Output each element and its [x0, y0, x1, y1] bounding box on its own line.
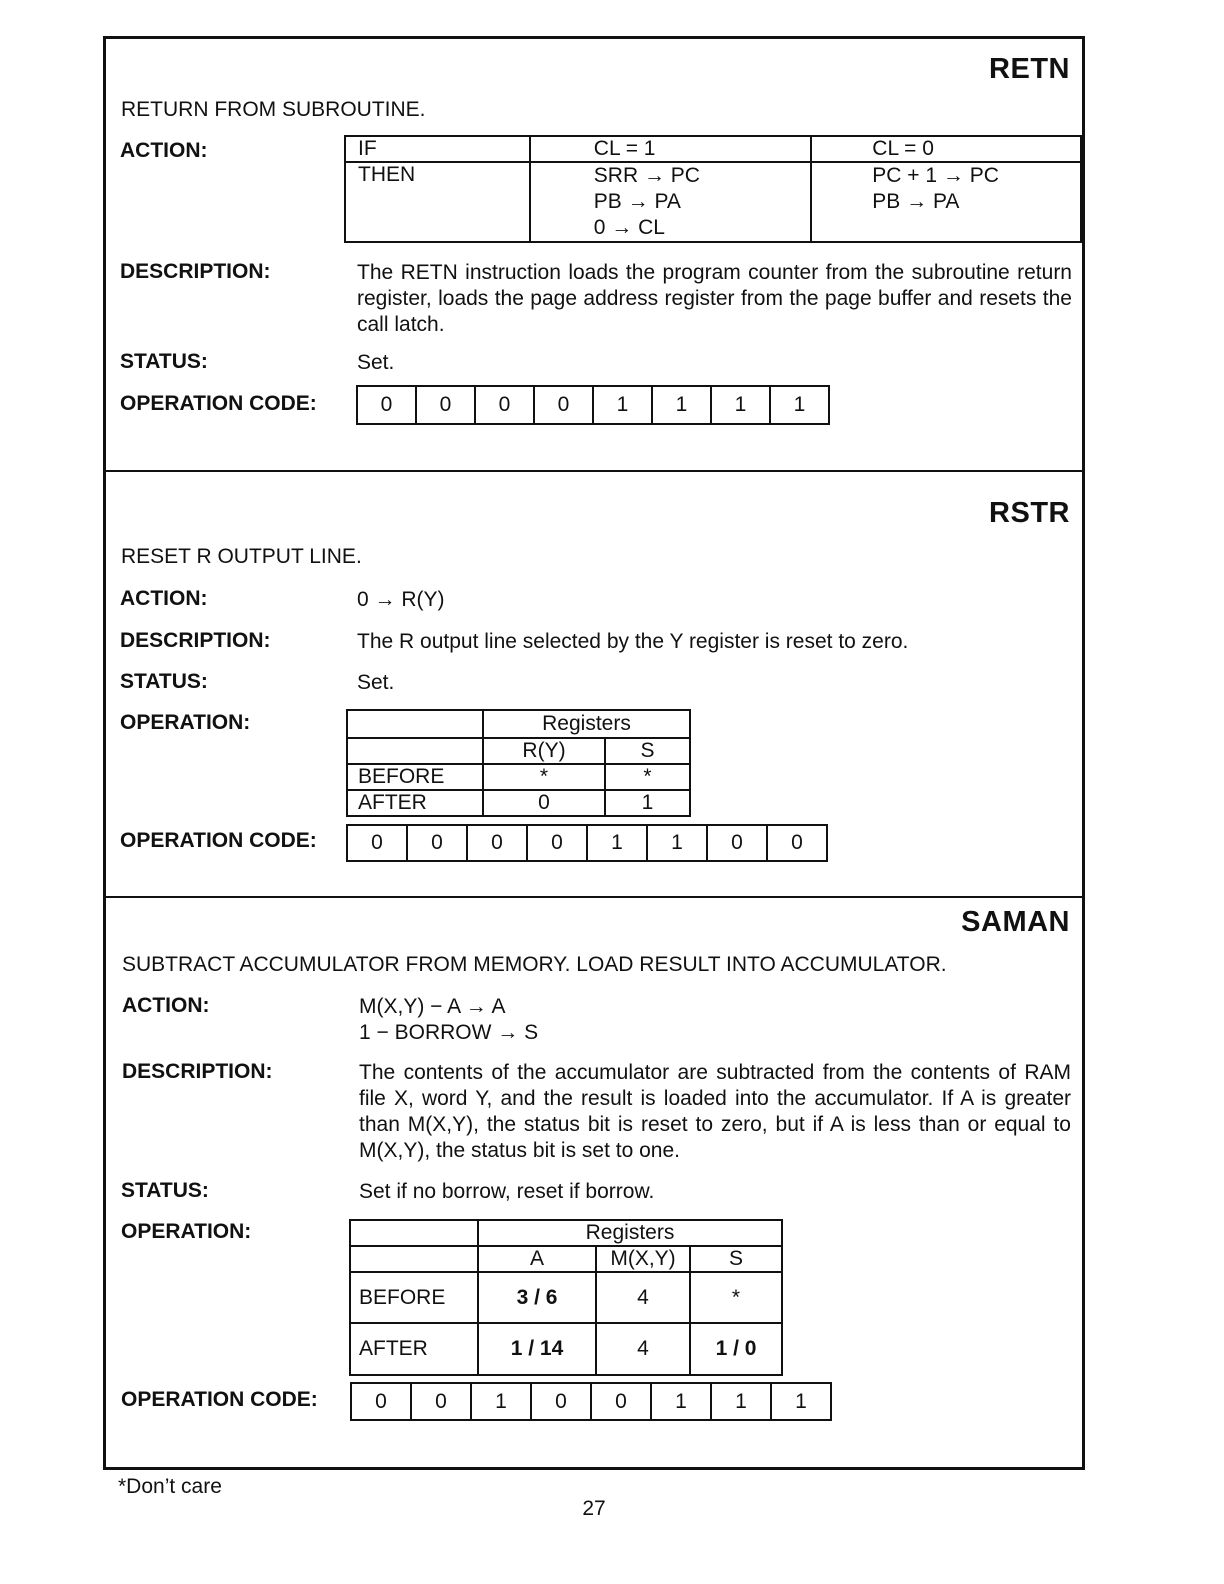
- saman-opcode: [350, 1382, 832, 1421]
- opcode-bit: 0: [474, 387, 533, 423]
- rstr-description-label: DESCRIPTION:: [120, 629, 271, 652]
- opcode-bit: 0: [410, 1384, 470, 1419]
- opcode-bit: 0: [466, 826, 526, 860]
- retn-section: [106, 39, 1082, 472]
- opcode-bit: 1: [586, 826, 646, 860]
- opcode-bit: 0: [380, 393, 393, 416]
- rstr-registers-header: Registers: [483, 710, 690, 738]
- rstr-col-header: R(Y): [483, 738, 605, 764]
- retn-col1-line: PB → PA: [593, 190, 681, 213]
- retn-col1-actions: [530, 162, 811, 242]
- rstr-opcode-label: OPERATION CODE:: [120, 829, 317, 852]
- saman-operation-label: OPERATION:: [121, 1220, 252, 1243]
- retn-col2-condition: CL = 0: [811, 136, 1081, 162]
- rstr-cell: *: [483, 764, 605, 790]
- retn-status-label: STATUS:: [120, 350, 208, 373]
- retn-action-table: [344, 135, 1082, 243]
- opcode-bit: 0: [375, 1389, 387, 1413]
- saman-status-label: STATUS:: [121, 1179, 209, 1202]
- retn-col2-line: PC + 1 → PC: [872, 164, 999, 187]
- saman-action-line: 1 − BORROW → S: [359, 1021, 539, 1044]
- instruction-page-frame: [103, 36, 1085, 1470]
- saman-action-line: M(X,Y) − A → A: [359, 995, 506, 1018]
- saman-row-label: AFTER: [350, 1323, 478, 1375]
- rstr-cell: 1: [605, 790, 690, 816]
- rstr-section: [106, 472, 1082, 898]
- opcode-bit: 0: [766, 826, 826, 860]
- saman-col-header: M(X,Y): [596, 1246, 690, 1272]
- saman-cell: *: [690, 1272, 782, 1323]
- saman-cell: 3 / 6: [478, 1272, 596, 1323]
- opcode-bit: 0: [406, 826, 466, 860]
- saman-mnemonic: SAMAN: [961, 906, 1070, 938]
- opcode-bit: 0: [530, 1384, 590, 1419]
- rstr-col-header: S: [605, 738, 690, 764]
- opcode-bit: 1: [470, 1384, 530, 1419]
- rstr-status: Set.: [357, 671, 395, 694]
- retn-action-label: ACTION:: [120, 139, 208, 162]
- saman-cell: 4: [596, 1272, 690, 1323]
- opcode-bit: 1: [710, 1384, 770, 1419]
- saman-col-header: S: [690, 1246, 782, 1272]
- retn-description: The RETN instruction loads the program counter from the subroutine return register, loads the page address register from the page buffer and resets the call latch.: [357, 261, 1072, 336]
- retn-description-label: DESCRIPTION:: [120, 260, 271, 283]
- saman-opcode-label: OPERATION CODE:: [121, 1388, 318, 1411]
- rstr-mnemonic: RSTR: [989, 497, 1070, 529]
- saman-operation-table: [349, 1219, 783, 1376]
- rstr-opcode: [346, 824, 828, 862]
- saman-cell: 1 / 0: [690, 1323, 782, 1375]
- rstr-cell: 0: [483, 790, 605, 816]
- rstr-cell: *: [605, 764, 690, 790]
- rstr-row-label: AFTER: [347, 790, 483, 816]
- saman-registers-header: Registers: [478, 1220, 782, 1246]
- rstr-heading: RESET R OUTPUT LINE.: [121, 545, 362, 568]
- saman-description-label: DESCRIPTION:: [122, 1060, 273, 1083]
- rstr-operation-label: OPERATION:: [120, 711, 251, 734]
- opcode-bit: 1: [710, 387, 769, 423]
- opcode-bit: 0: [371, 831, 383, 854]
- saman-col-header: A: [478, 1246, 596, 1272]
- saman-status: Set if no borrow, reset if borrow.: [359, 1180, 655, 1203]
- rstr-action-label: ACTION:: [120, 587, 208, 610]
- dont-care-footnote: *Don’t care: [118, 1475, 222, 1498]
- opcode-bit: 0: [706, 826, 766, 860]
- rstr-description: The R output line selected by the Y register is reset to zero.: [357, 630, 909, 653]
- page-number: 27: [582, 1497, 606, 1520]
- saman-heading: SUBTRACT ACCUMULATOR FROM MEMORY. LOAD RESULT INTO ACCUMULATOR.: [122, 953, 947, 976]
- retn-status: Set.: [357, 351, 395, 374]
- saman-section: [106, 898, 1082, 1467]
- saman-row-label: BEFORE: [350, 1272, 478, 1323]
- saman-action-label: ACTION:: [122, 994, 210, 1017]
- opcode-bit: 1: [650, 1384, 710, 1419]
- retn-then-label: THEN: [345, 162, 530, 242]
- retn-mnemonic: RETN: [989, 53, 1070, 85]
- rstr-row-label: BEFORE: [347, 764, 483, 790]
- retn-col1-condition: CL = 1: [530, 136, 811, 162]
- retn-if-label: IF: [345, 136, 530, 162]
- retn-opcode: [356, 385, 830, 425]
- retn-col2-line: PB → PA: [872, 190, 960, 213]
- rstr-action: 0 → R(Y): [357, 588, 445, 611]
- rstr-status-label: STATUS:: [120, 670, 208, 693]
- retn-heading: RETURN FROM SUBROUTINE.: [121, 98, 426, 121]
- saman-action: [359, 994, 538, 1046]
- opcode-bit: 1: [592, 387, 651, 423]
- retn-col1-line: SRR → PC: [593, 164, 700, 187]
- retn-opcode-label: OPERATION CODE:: [120, 392, 317, 415]
- saman-cell: 4: [596, 1323, 690, 1375]
- saman-description: The contents of the accumulator are subtracted from the contents of RAM file X, word Y, and the result is loaded into the accumulator. If A is greater than M(X,Y), the status bit is reset to zero, but if A is less than or equal to M(X,Y), the status bit is set to one.: [359, 1061, 1071, 1162]
- opcode-bit: 0: [415, 387, 474, 423]
- opcode-bit: 1: [651, 387, 710, 423]
- opcode-bit: 1: [769, 387, 828, 423]
- opcode-bit: 0: [526, 826, 586, 860]
- opcode-bit: 0: [533, 387, 592, 423]
- retn-col2-actions: [811, 162, 1081, 242]
- opcode-bit: 0: [590, 1384, 650, 1419]
- opcode-bit: 1: [770, 1384, 830, 1419]
- opcode-bit: 1: [646, 826, 706, 860]
- rstr-operation-table: [346, 709, 691, 817]
- saman-cell: 1 / 14: [478, 1323, 596, 1375]
- retn-col1-line: 0 → CL: [593, 216, 665, 239]
